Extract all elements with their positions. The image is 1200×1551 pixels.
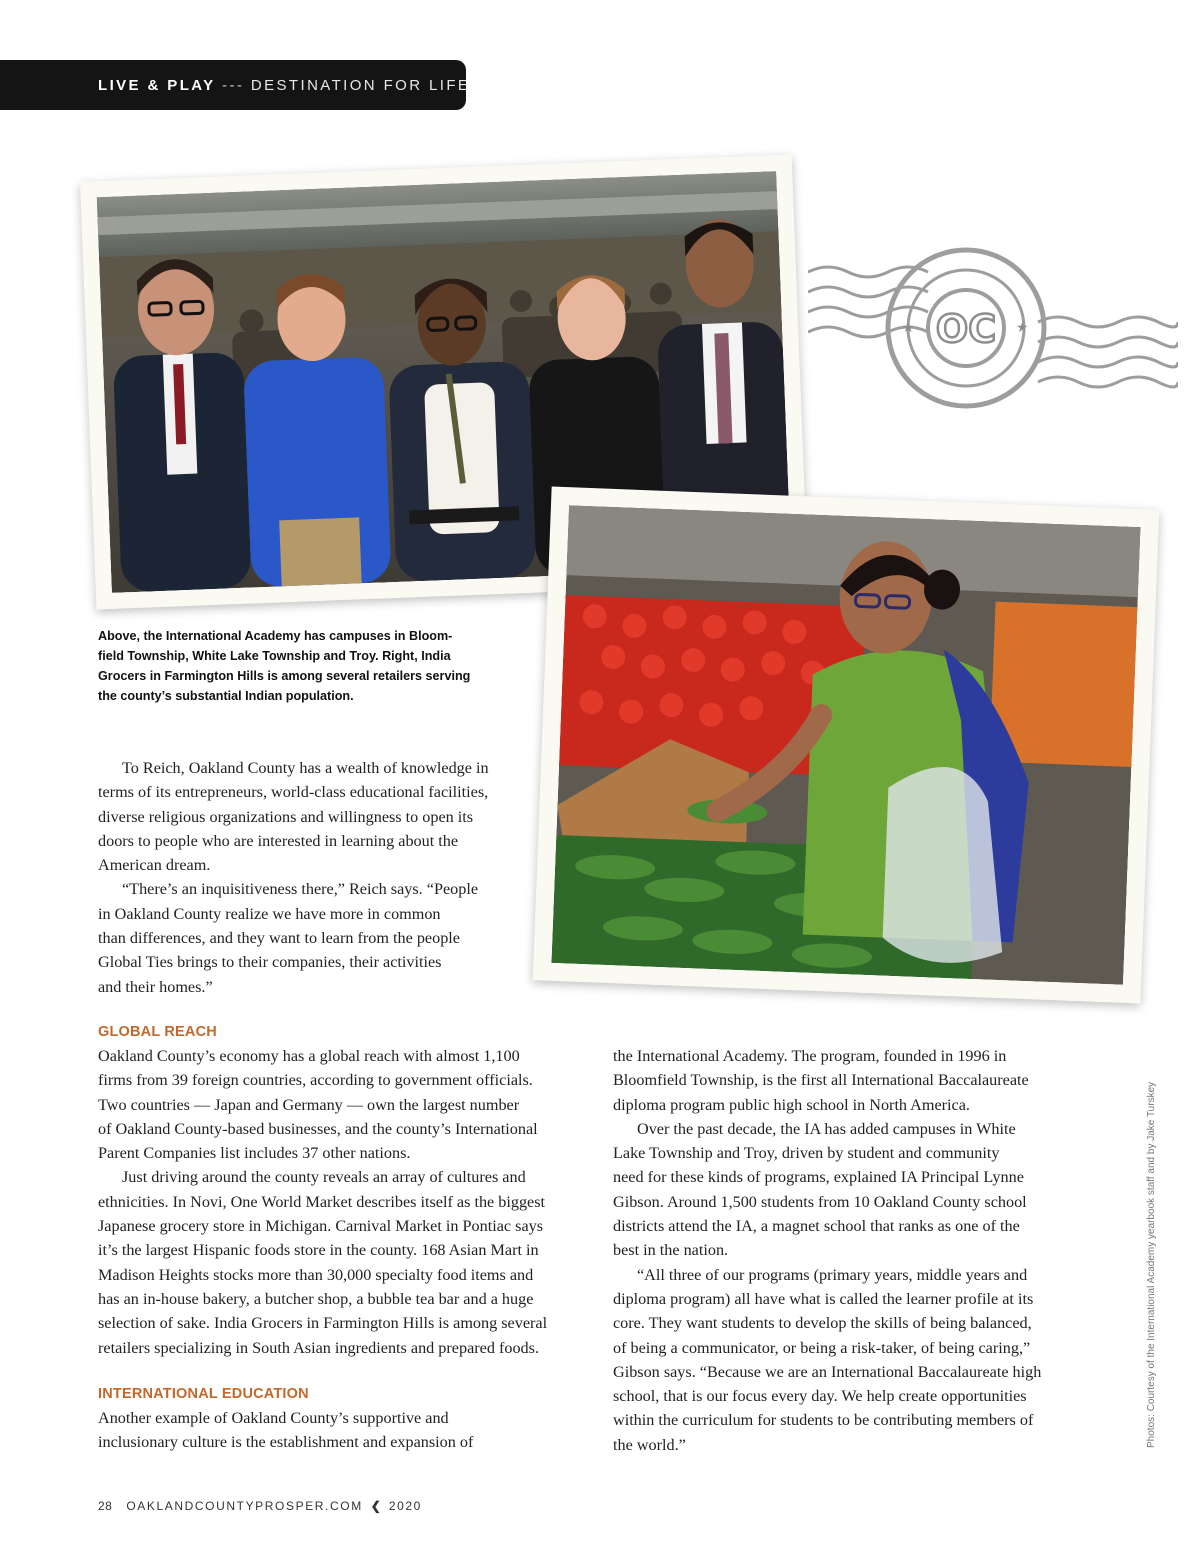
text-line: Just driving around the county reveals an array of cultures and [122, 1168, 526, 1187]
intl-education-paragraph-1 [98, 1406, 578, 1455]
text-line: “There’s an inquisitiveness there,” Reich says. “People [122, 880, 479, 899]
photo-caption [98, 626, 528, 706]
right-paragraph-1 [613, 1044, 1093, 1117]
caption-line: Grocers in Farmington Hills is among several retailers serving [98, 669, 471, 683]
issue-year: 2020 [388, 1499, 422, 1513]
text-line: “All three of our programs (primary years, middle years and [637, 1265, 1028, 1284]
text-line: To Reich, Oakland County has a wealth of knowledge in [122, 759, 489, 777]
text-line: and their homes.” [98, 977, 213, 996]
text-line: in Oakland County realize we have more in common [98, 904, 441, 923]
section-separator: --- [222, 76, 245, 94]
text-line: diploma program public high school in North America. [613, 1095, 970, 1114]
text-line: Gibson says. “Because we are an International Baccalaureate high [613, 1362, 1042, 1381]
section-label: LIVE & PLAY [98, 76, 216, 94]
text-line: Two countries — Japan and Germany — own the largest number [98, 1095, 520, 1114]
text-line: the world.” [613, 1435, 686, 1454]
caption-line: field Township, White Lake Township and Troy. Right, India [98, 649, 451, 663]
text-line: best in the nation. [613, 1241, 729, 1260]
text-line: Bloomfield Township, is the first all International Baccalaureate [613, 1071, 1029, 1090]
text-line: Over the past decade, the IA has added campuses in White [637, 1119, 1016, 1138]
text-line: ethnicities. In Novi, One World Market describes itself as the biggest [98, 1192, 546, 1211]
text-line: has an in-house bakery, a butcher shop, a bubble tea bar and a huge [98, 1289, 534, 1308]
text-line: Japanese grocery store in Michigan. Carnival Market in Pontiac says [98, 1217, 544, 1236]
left-column [98, 1020, 578, 1454]
intro-paragraph-1 [98, 756, 528, 877]
text-line: Madison Heights stocks more than 30,000 specialty food items and [98, 1265, 534, 1284]
text-line: of Oakland County-based businesses, and the county’s International [98, 1119, 538, 1138]
stamp-text: OC [935, 307, 997, 351]
oc-postmark-stamp [808, 236, 1178, 436]
text-line: doors to people who are interested in learning about the [98, 831, 459, 850]
text-line: retailers specializing in South Asian ingredients and prepared foods. [98, 1338, 539, 1357]
text-line: school, that is our focus every day. We help create opportunities [613, 1387, 1027, 1406]
subsection-label: DESTINATION FOR LIFE [250, 76, 471, 94]
right-paragraph-3 [613, 1263, 1093, 1457]
caption-line: the county’s substantial Indian population. [98, 689, 354, 703]
text-line: Gibson. Around 1,500 students from 10 Oakland County school [613, 1192, 1027, 1211]
text-line: within the curriculum for students to be contributing members of [613, 1411, 1034, 1430]
text-line: need for these kinds of programs, explained IA Principal Lynne [613, 1168, 1024, 1187]
page-number: 28 [98, 1499, 113, 1513]
text-line: core. They want students to develop the skills of being balanced, [613, 1314, 1032, 1333]
global-reach-paragraph-2 [98, 1165, 578, 1359]
intro-paragraph-2 [98, 877, 528, 998]
global-reach-heading: GLOBAL REACH [98, 1024, 217, 1040]
text-line: Global Ties brings to their companies, their activities [98, 953, 442, 972]
text-line: diverse religious organizations and willingness to open its [98, 807, 474, 826]
text-line: of being a communicator, or being a risk-taker, of being caring,” [613, 1338, 1031, 1357]
text-line: Parent Companies list includes 37 other nations. [98, 1144, 411, 1163]
text-line: American dream. [98, 856, 211, 875]
global-reach-paragraph-1 [98, 1044, 578, 1165]
grocer-photo-frame [533, 487, 1160, 1004]
text-line: terms of its entrepreneurs, world-class educational facilities, [98, 783, 489, 802]
text-line: selection of sake. India Grocers in Farmington Hills is among several [98, 1314, 548, 1333]
right-column [613, 1044, 1093, 1457]
text-line: the International Academy. The program, founded in 1996 in [613, 1047, 1007, 1065]
intro-text [98, 756, 528, 999]
svg-text:★: ★ [1016, 320, 1029, 336]
intl-education-heading: INTERNATIONAL EDUCATION [98, 1385, 309, 1402]
caption-line: Above, the International Academy has campuses in Bloom- [98, 629, 453, 643]
site-url: OAKLANDCOUNTYPROSPER.COM [126, 1499, 363, 1513]
right-paragraph-2 [613, 1117, 1093, 1263]
grocer-photo [551, 505, 1140, 985]
text-line: diploma program) all have what is called the learner profile at its [613, 1289, 1034, 1308]
page-footer [98, 1499, 422, 1513]
text-line: inclusionary culture is the establishment and expansion of [98, 1433, 474, 1452]
section-banner [0, 60, 471, 110]
text-line: Lake Township and Troy, driven by student and community [613, 1144, 1000, 1163]
svg-text:★: ★ [902, 320, 915, 336]
text-line: it’s the largest Hispanic foods store in the county. 168 Asian Mart in [98, 1241, 539, 1260]
text-line: Another example of Oakland County’s supportive and [98, 1408, 449, 1427]
footer-separator-icon: ❮ [370, 1499, 381, 1513]
text-line: districts attend the IA, a magnet school that ranks as one of the [613, 1217, 1020, 1236]
text-line: than differences, and they want to learn from the people [98, 929, 460, 948]
text-line: Oakland County’s economy has a global reach with almost 1,100 [98, 1047, 520, 1065]
text-line: firms from 39 foreign countries, according to government officials. [98, 1071, 533, 1090]
photo-credit: Photos: Courtesy of the International Academy yearbook staff and by Jake Turskey [1146, 1081, 1157, 1448]
